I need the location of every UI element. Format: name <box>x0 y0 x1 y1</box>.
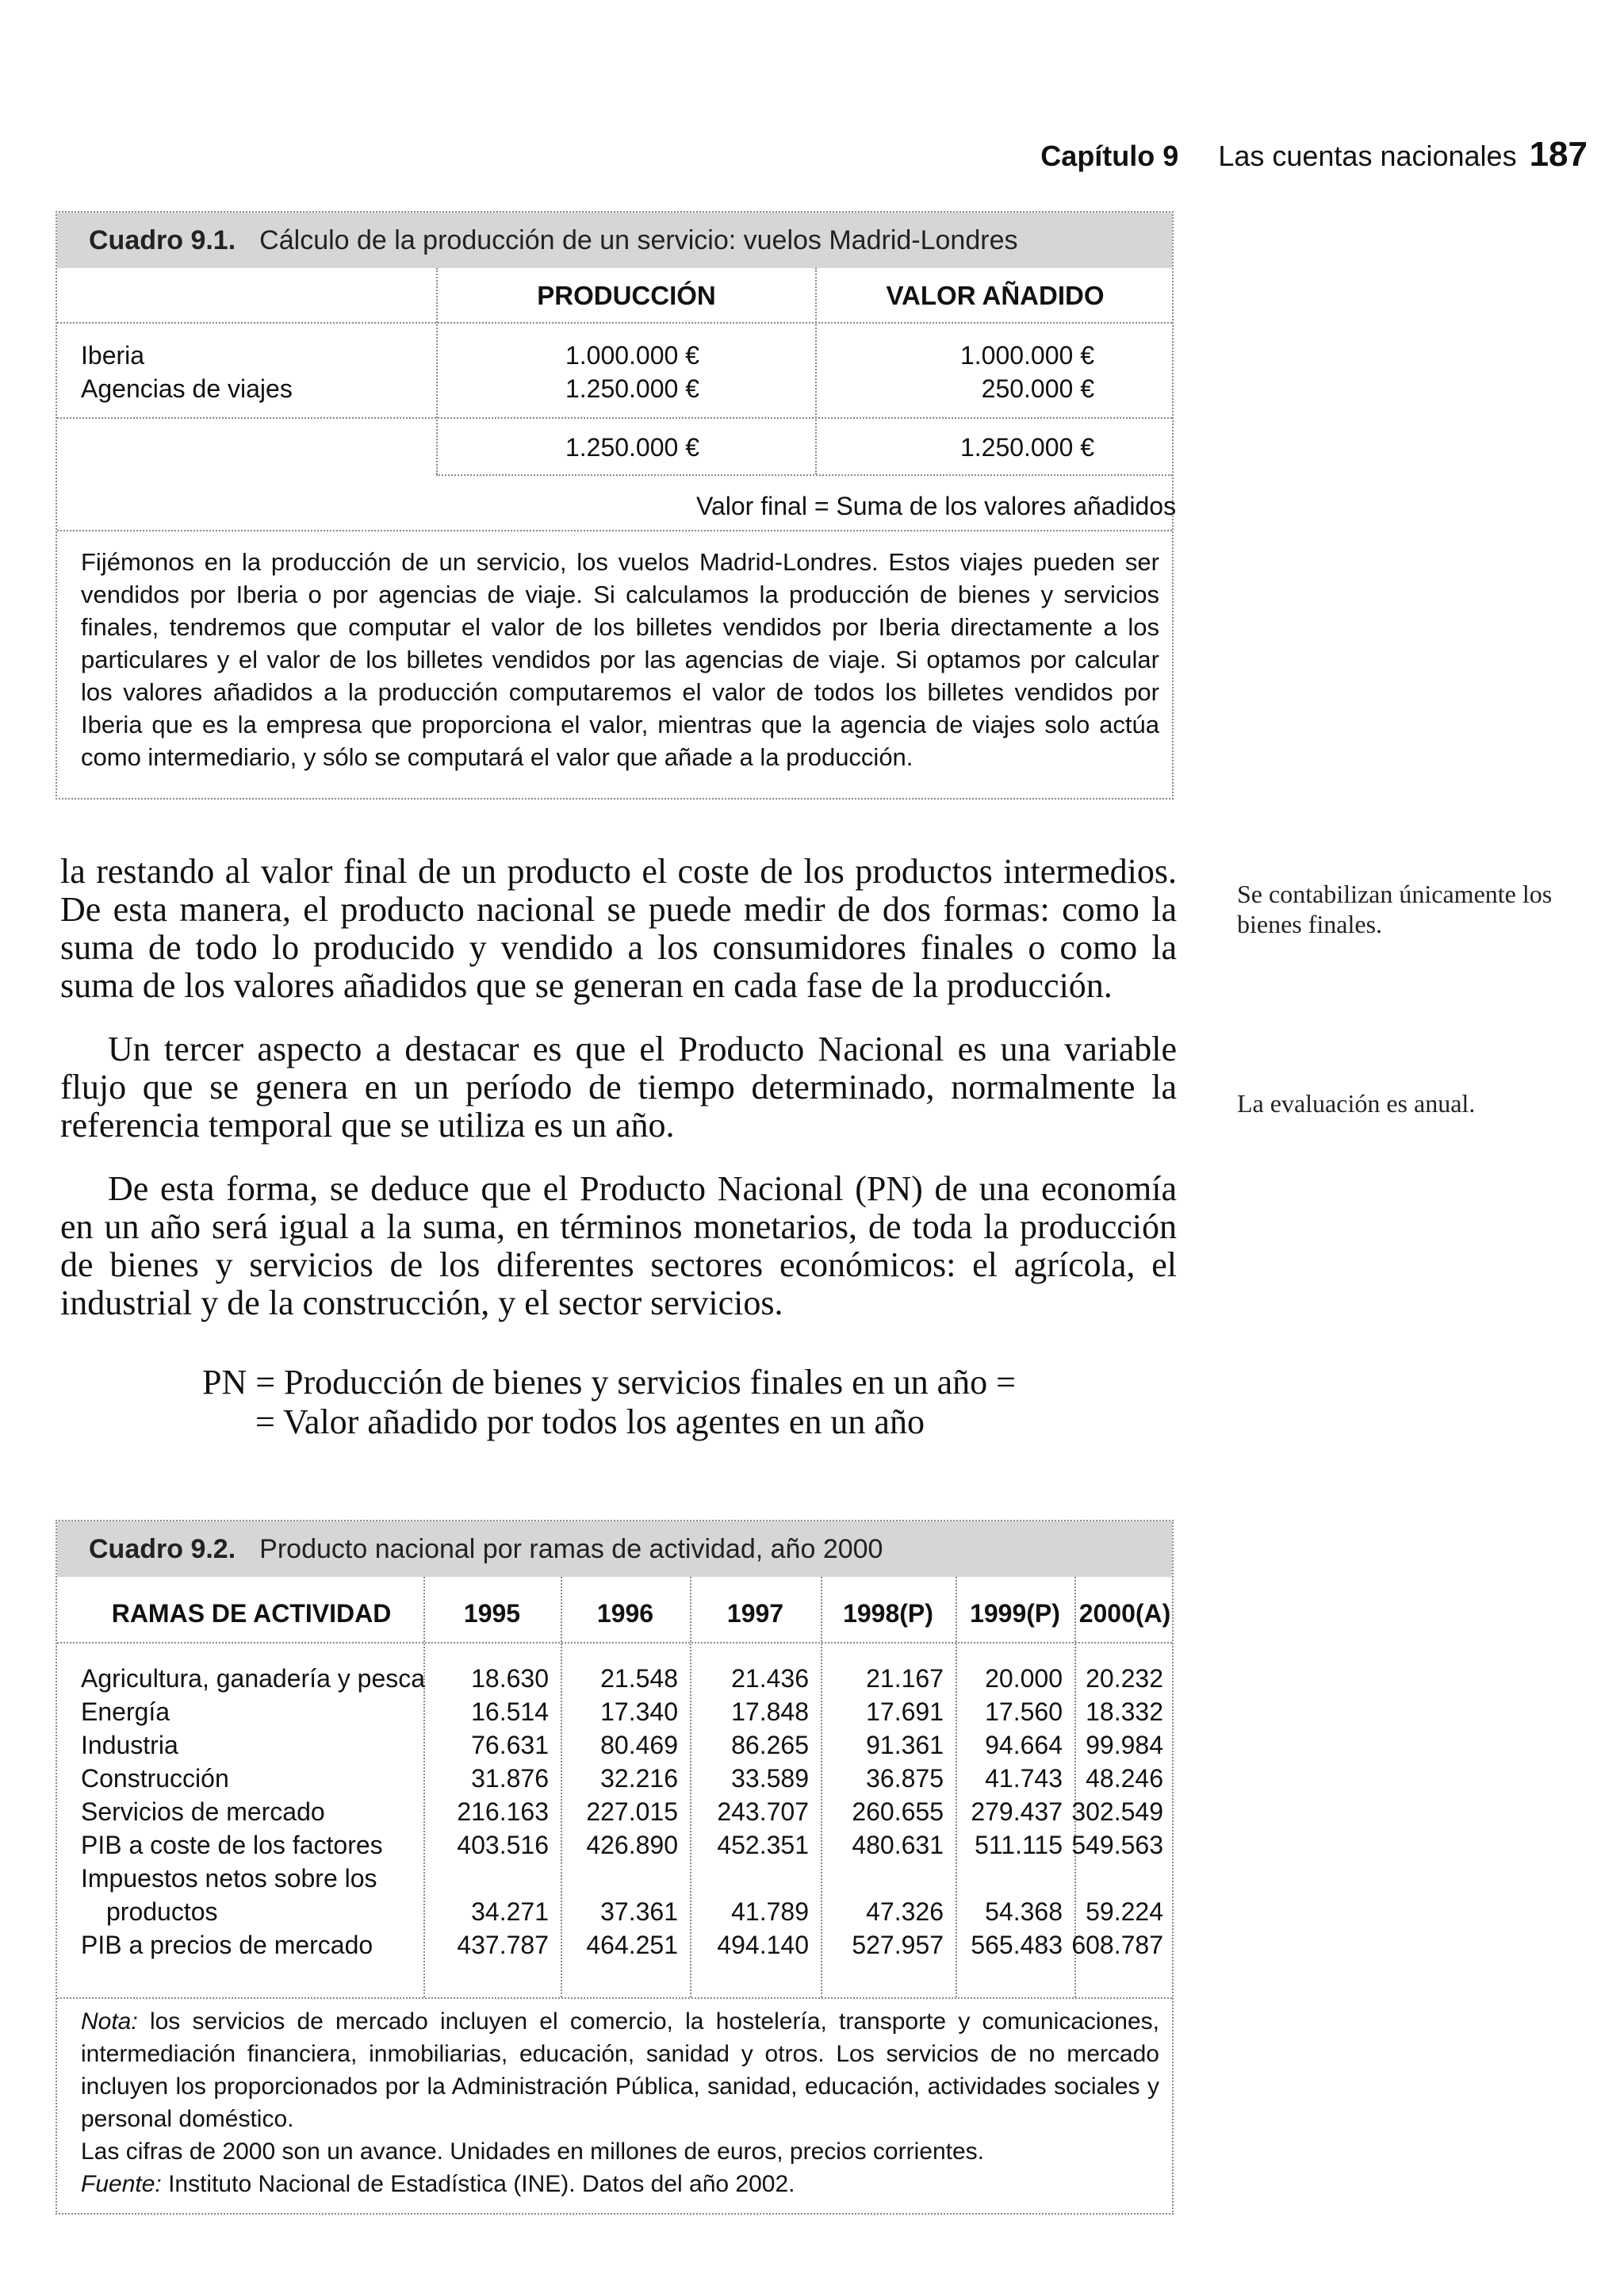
body-paragraph-3: De esta forma, se deduce que el Producto Nacional (PN) de una economía en un año será igual a la suma, en términos monetarios, de toda la producción de bienes y servicios de los diferentes sectores económicos: el agrícola, el industrial y de la construcción, y el sector servicios. <box>60 1169 1177 1322</box>
col-header-year: 1997 <box>726 1599 784 1628</box>
table-cell: 99.984 <box>1086 1731 1163 1759</box>
table-cell: 527.957 <box>852 1931 944 1959</box>
cuadro-9-2-table <box>57 1577 1172 2005</box>
cuadro-9-1-paragraph: Fijémonos en la producción de un servicio, los vuelos Madrid-Londres. Estos viajes pueden ser vendidos por Iberia o por agencias de viaje. Si calculamos la producción de bienes y servicios finales, tendremos que computar el valor de los billetes vendidos por Iberia directamente a los particulares y el valor de los billetes vendidos por las agencias de viaje. Si optamos por calcular los valores añadidos a la producción computaremos el valor de todos los billetes vendidos por Iberia que es la empresa que proporciona el valor, mientras que la agencia de viajes solo actúa como intermediario, y sólo se computará el valor que añade a la producción. <box>81 548 1159 771</box>
pn-formula <box>202 1363 1016 1442</box>
nota-label: Nota: <box>81 2008 138 2035</box>
table-cell: 41.743 <box>985 1764 1063 1793</box>
table-cell: 20.000 <box>985 1664 1063 1693</box>
total-valor: 1.250.000 € <box>959 433 1094 462</box>
table-cell: 33.589 <box>731 1764 809 1793</box>
table-cell: 17.691 <box>866 1697 944 1726</box>
table-cell: 20.232 <box>1086 1664 1163 1693</box>
table-cell: 464.251 <box>586 1931 678 1959</box>
table-cell: 80.469 <box>600 1731 678 1759</box>
page-number: 187 <box>1529 135 1588 174</box>
table-cell: 91.361 <box>866 1731 944 1759</box>
chapter-label: Capítulo 9 <box>1040 140 1179 172</box>
margin-note-2: La evaluación es anual. <box>1237 1089 1476 1118</box>
table-divider <box>561 1577 562 1997</box>
table-cell: 403.516 <box>457 1831 549 1859</box>
table-cell: 32.216 <box>600 1764 678 1793</box>
row-label: PIB a precios de mercado <box>81 1931 373 1959</box>
table-cell: 37.361 <box>600 1897 678 1926</box>
cuadro-9-1 <box>56 211 1177 800</box>
table-cell: 54.368 <box>985 1897 1063 1926</box>
table-cell: 48.246 <box>1086 1764 1163 1793</box>
formula-line-1: PN = Producción de bienes y servicios finales en un año = <box>202 1363 1016 1402</box>
table-cell: 511.115 <box>975 1831 1063 1859</box>
table-cell: 59.224 <box>1086 1897 1163 1926</box>
table-cell: 426.890 <box>586 1831 678 1859</box>
table-divider <box>423 1577 425 1997</box>
cuadro-9-1-title-bar <box>57 213 1172 268</box>
formula-line-2: = Valor añadido por todos los agentes en un año <box>255 1402 925 1441</box>
table-cell: 452.351 <box>717 1831 809 1859</box>
row-label: Construcción <box>81 1764 229 1793</box>
table-divider <box>57 417 1172 419</box>
table-cell: 260.655 <box>852 1797 944 1826</box>
row-label: Agencias de viajes <box>81 374 293 403</box>
table-cell: 227.015 <box>586 1797 678 1826</box>
nota-paragraph <box>81 2005 1159 2135</box>
fuente-text: Instituto Nacional de Estadística (INE). Datos del año 2002. <box>161 2171 795 2197</box>
table-cell: 494.140 <box>717 1931 809 1959</box>
cuadro-9-2-title: Producto nacional por ramas de actividad, año 2000 <box>259 1533 883 1564</box>
row-label: Iberia <box>81 341 145 370</box>
fuente-paragraph <box>81 2168 1159 2200</box>
table-cell: 86.265 <box>731 1731 809 1759</box>
table-cell: 41.789 <box>731 1897 809 1926</box>
col-header-year: 1996 <box>596 1599 654 1628</box>
col-header-valor-anadido: VALOR AÑADIDO <box>886 281 1105 310</box>
cuadro-9-2 <box>56 1520 1174 2215</box>
row-label: Energía <box>81 1697 170 1726</box>
table-cell: 480.631 <box>852 1831 944 1859</box>
table-cell: 17.560 <box>985 1697 1063 1726</box>
table-divider <box>57 1642 1172 1644</box>
table-divider <box>436 474 1172 476</box>
cuadro-9-2-notes <box>81 2005 1159 2200</box>
col-header-year: 2000(A) <box>1078 1599 1171 1628</box>
row-label: productos <box>106 1897 218 1926</box>
produccion-value: 1.250.000 € <box>565 374 699 403</box>
col-header-year: 1995 <box>463 1599 521 1628</box>
table-cell: 47.326 <box>866 1897 944 1926</box>
valor-value: 250.000 € <box>981 374 1094 403</box>
box-separator <box>57 530 1172 531</box>
table-cell: 21.548 <box>600 1664 678 1693</box>
table-cell: 21.436 <box>731 1664 809 1693</box>
col-header-produccion: PRODUCCIÓN <box>537 281 716 310</box>
produccion-value: 1.000.000 € <box>565 341 699 370</box>
table-cell: 279.437 <box>971 1797 1063 1826</box>
table-cell: 31.876 <box>471 1764 549 1793</box>
cifras-text: Las cifras de 2000 son un avance. Unidades en millones de euros, precios corrientes. <box>81 2138 984 2165</box>
col-header-ramas: RAMAS DE ACTIVIDAD <box>111 1599 392 1628</box>
running-head <box>1040 135 1588 175</box>
table-cell: 565.483 <box>971 1931 1063 1959</box>
cuadro-9-1-label: Cuadro 9.1. <box>89 224 236 255</box>
col-header-year: 1999(P) <box>970 1599 1060 1628</box>
table-divider <box>690 1577 691 1997</box>
row-label: Impuestos netos sobre los <box>81 1864 377 1893</box>
table-cell: 94.664 <box>985 1731 1063 1759</box>
table-cell: 21.167 <box>866 1664 944 1693</box>
row-label: Agricultura, ganadería y pesca <box>81 1664 426 1693</box>
cuadro-9-1-table <box>57 268 1177 546</box>
table-cell: 608.787 <box>1071 1931 1163 1959</box>
fuente-label: Fuente: <box>81 2171 162 2197</box>
table-cell: 36.875 <box>866 1764 944 1793</box>
table-cell: 549.563 <box>1071 1831 1163 1859</box>
table-cell: 437.787 <box>457 1931 549 1959</box>
table-cell: 34.271 <box>471 1897 549 1926</box>
row-label: PIB a coste de los factores <box>81 1831 383 1859</box>
table-cell: 18.630 <box>471 1664 549 1693</box>
total-produccion: 1.250.000 € <box>565 433 699 462</box>
table-cell: 17.340 <box>600 1697 678 1726</box>
table-divider <box>821 1577 822 1997</box>
nota-text: los servicios de mercado incluyen el comercio, la hostelería, transporte y comunicaciones, intermediación financiera, inmobiliarias, educación, sanidad y otros. Los servicios de no mercado incluyen los proporcionados por la Administración Pública, sanidad, educación, actividades sociales y personal doméstico. <box>81 2008 1159 2132</box>
cuadro-9-2-label: Cuadro 9.2. <box>89 1533 236 1564</box>
table-cell: 18.332 <box>1086 1697 1163 1726</box>
row-label: Servicios de mercado <box>81 1797 325 1826</box>
col-header-year: 1998(P) <box>843 1599 933 1628</box>
section-title: Las cuentas nacionales <box>1218 140 1517 172</box>
body-paragraph-2: Un tercer aspecto a destacar es que el Producto Nacional es una variable flujo que se genera en un período de tiempo determinado, normalmente la referencia temporal que se utiliza es un año. <box>60 1030 1177 1145</box>
main-text <box>60 853 1177 1348</box>
valor-final-formula: Valor final = Suma de los valores añadidos <box>696 492 1177 520</box>
table-cell: 17.848 <box>731 1697 809 1726</box>
cuadro-9-2-title-bar <box>57 1521 1172 1577</box>
box-separator <box>57 1997 1172 1999</box>
table-divider <box>956 1577 957 1997</box>
margin-note-1: Se contabilizan únicamente los bienes finales. <box>1237 880 1553 938</box>
row-label: Industria <box>81 1731 178 1759</box>
table-cell: 243.707 <box>717 1797 809 1826</box>
body-paragraph-1: la restando al valor final de un producto el coste de los productos intermedios. De esta manera, el producto nacional se puede medir de dos formas: como la suma de todo lo producido y vendido a los consumidores finales o como la suma de los valores añadidos que se generan en cada fase de la producción. <box>60 852 1177 1005</box>
valor-value: 1.000.000 € <box>959 341 1094 370</box>
cuadro-9-1-title: Cálculo de la producción de un servicio: vuelos Madrid-Londres <box>259 224 1018 255</box>
table-cell: 302.549 <box>1071 1797 1163 1826</box>
table-cell: 216.163 <box>457 1797 549 1826</box>
table-cell: 16.514 <box>471 1697 549 1726</box>
table-cell: 76.631 <box>471 1731 549 1759</box>
table-divider <box>57 322 1172 324</box>
